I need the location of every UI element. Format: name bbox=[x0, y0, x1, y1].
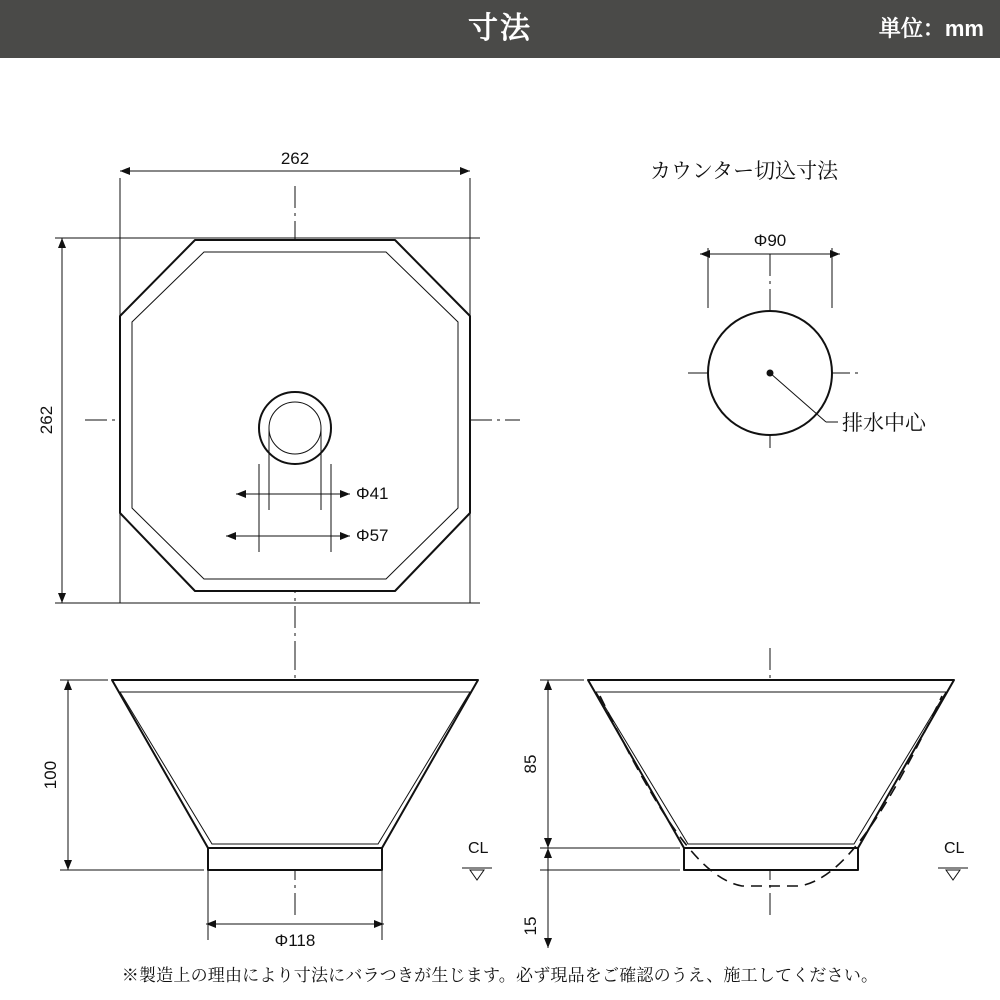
page-title: 寸法 bbox=[468, 12, 532, 45]
dim-drain-outer: Φ57 bbox=[356, 526, 389, 545]
header-bar bbox=[0, 0, 1000, 58]
callout-drain-center: 排水中心 bbox=[842, 412, 926, 435]
dim-front-height: 100 bbox=[41, 760, 60, 790]
section-elevation-group bbox=[521, 648, 968, 948]
dim-drain-inner: Φ41 bbox=[356, 484, 389, 503]
top-view-group bbox=[37, 149, 520, 658]
front-elevation-group bbox=[41, 648, 492, 950]
counter-cut-title: カウンター切込寸法 bbox=[650, 160, 839, 183]
drawing-area bbox=[0, 58, 1000, 1000]
dim-top-width: 262 bbox=[280, 149, 310, 168]
technical-drawing bbox=[0, 58, 1000, 1000]
footer-note: ※製造上の理由により寸法にバラつきが生じます。必ず現品をご確認のうえ、施工してください。 bbox=[121, 966, 879, 985]
dim-top-depth: 262 bbox=[37, 405, 56, 435]
dim-base-diameter: Φ118 bbox=[274, 931, 316, 950]
dim-counter-hole: Φ90 bbox=[753, 231, 787, 250]
dim-foot-height: 15 bbox=[521, 916, 540, 936]
counter-cut-group bbox=[650, 160, 927, 448]
section-cl-label: CL bbox=[944, 840, 965, 857]
front-cl-label: CL bbox=[468, 840, 489, 857]
dim-bowl-depth: 85 bbox=[521, 754, 540, 774]
unit-label: 単位：mm bbox=[878, 16, 984, 41]
